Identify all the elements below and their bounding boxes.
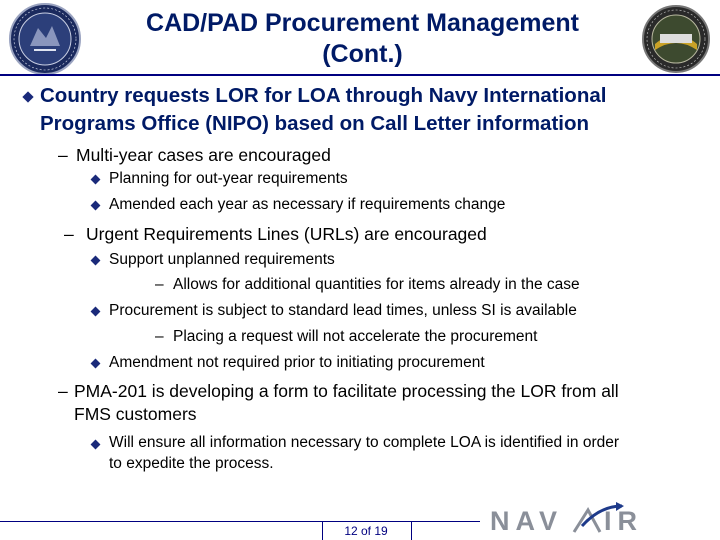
- item-ensure-info-line2: to expedite the process.: [109, 455, 274, 472]
- slide-title-line1: CAD/PAD Procurement Management: [146, 9, 579, 37]
- slide-title: [90, 8, 635, 70]
- page-number: 12 of 19: [344, 524, 388, 538]
- sub-bullet-urls: Urgent Requirements Lines (URLs) are encouraged: [86, 224, 487, 244]
- bullet-diamond-icon: [91, 201, 101, 211]
- main-bullet-line2: Programs Office (NIPO) based on Call Letter information: [40, 112, 590, 135]
- item-allows-quantities: Allows for additional quantities for items already in the case: [173, 276, 580, 293]
- svg-text:NAV: NAV: [490, 506, 564, 536]
- bullet-diamond-icon: [22, 91, 33, 102]
- dash-marker: –: [64, 224, 74, 244]
- item-lead-times: Procurement is subject to standard lead times, unless SI is available: [109, 302, 577, 319]
- item-amendment-not-required: Amendment not required prior to initiating procurement: [109, 354, 485, 371]
- main-bullet-line1: Country requests LOR for LOA through Navy International: [40, 84, 607, 107]
- dash-marker: –: [58, 145, 68, 165]
- svg-text:IR: IR: [604, 506, 643, 536]
- item-planning: Planning for out-year requirements: [109, 170, 348, 187]
- dash-marker: –: [155, 276, 164, 293]
- title-divider: [0, 74, 720, 76]
- bullet-diamond-icon: [91, 256, 101, 266]
- item-placing-request: Placing a request will not accelerate the procurement: [173, 328, 538, 345]
- agency-seal-logo: [8, 2, 82, 76]
- bullet-diamond-icon: [91, 359, 101, 369]
- item-support-unplanned: Support unplanned requirements: [109, 251, 335, 268]
- sub-bullet-pma201-line1: PMA-201 is developing a form to facilitate processing the LOR from all: [74, 381, 619, 401]
- bullet-diamond-icon: [91, 440, 101, 450]
- bullet-diamond-icon: [91, 307, 101, 317]
- dash-marker: –: [58, 381, 68, 401]
- pma201-badge-logo: [641, 4, 711, 74]
- slide-title-line2: (Cont.): [322, 40, 403, 68]
- bullet-diamond-icon: [91, 175, 101, 185]
- sub-bullet-multi-year: Multi-year cases are encouraged: [76, 145, 331, 165]
- sub-bullet-pma201-line2: FMS customers: [74, 404, 197, 424]
- item-amended: Amended each year as necessary if requirements change: [109, 196, 506, 213]
- navair-logo: [488, 502, 688, 538]
- item-ensure-info-line1: Will ensure all information necessary to complete LOA is identified in order: [109, 434, 620, 451]
- dash-marker: –: [155, 328, 164, 345]
